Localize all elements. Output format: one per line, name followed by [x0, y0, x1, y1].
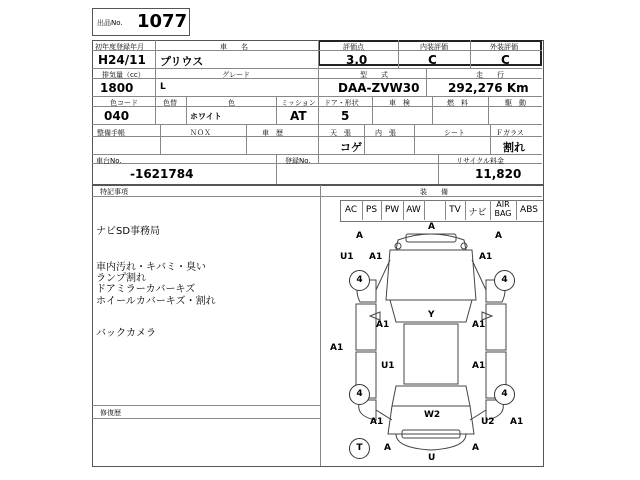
equipment-ps: PS: [365, 205, 378, 215]
tire-rear-right: 4: [494, 384, 515, 405]
car-name-label: 車 名: [220, 43, 248, 51]
damage-left-side: A1: [330, 343, 344, 353]
tire-front-left: 4: [349, 270, 370, 291]
mission-value: AT: [290, 109, 307, 123]
remark-line: ドアミラーカバーキズ: [96, 284, 196, 295]
maintenance-label: 整備手帳: [97, 129, 125, 137]
damage-rear-bumper: U: [428, 453, 436, 463]
equipment-abs: ABS: [520, 205, 538, 215]
history-label: 車 歴: [262, 129, 283, 137]
nox-label: ＮＯＸ: [190, 129, 211, 137]
damage-left-door-front: A1: [376, 320, 390, 330]
trunk-circle: T: [349, 438, 370, 459]
damage-front-right-a1: A1: [479, 252, 493, 262]
remark-line: バックカメラ: [96, 328, 156, 339]
color-code-value: 040: [104, 109, 130, 123]
damage-front-left: A: [356, 231, 363, 241]
equipment-label: 装 備: [420, 188, 448, 196]
remark-line: ナビSD事務局: [96, 226, 161, 237]
drive-label: 駆 動: [505, 99, 526, 107]
lot-number: 1077: [137, 11, 188, 32]
recycle-label: リサイクル料金: [456, 157, 505, 165]
door-value: 5: [341, 109, 350, 123]
fuel-label: 燃 料: [447, 99, 468, 107]
equipment-tv: TV: [449, 205, 461, 215]
score-value: 3.0: [346, 53, 368, 67]
door-label: ドア・形状: [324, 99, 359, 107]
inspection-label: 車 検: [389, 99, 410, 107]
mileage-label: 走 行: [476, 71, 504, 79]
model-value: DAA-ZVW30: [338, 81, 420, 95]
inner-trim-label: 内 張: [375, 129, 396, 137]
repair-history-label: 修復歴: [100, 409, 121, 417]
seat-label: シート: [444, 129, 465, 137]
color-label: 色: [228, 99, 235, 107]
damage-left-door-rear: U1: [381, 361, 395, 371]
color-value: ホワイト: [190, 112, 222, 121]
reg-date-value: H24/11: [98, 53, 146, 67]
car-name-value: プリウス: [160, 55, 204, 68]
damage-front: A: [428, 222, 435, 232]
damage-rear-glass: W2: [424, 410, 441, 420]
color-change-label: 色替: [163, 99, 177, 107]
equipment-airbag: AIR BAG: [494, 200, 512, 218]
damage-right-door-front: A1: [472, 320, 486, 330]
grade-label: グレード: [222, 71, 250, 79]
exterior-label: 外装評価: [490, 43, 518, 51]
lot-label: 出品No.: [97, 19, 123, 27]
color-code-label: 色コード: [110, 99, 138, 107]
equipment-aw: AW: [406, 205, 421, 215]
grade-value: L: [160, 82, 166, 92]
remark-line: ランプ割れ: [96, 273, 146, 284]
remark-line: 車内汚れ・キバミ・臭い: [96, 262, 206, 273]
damage-rear-a-right: A: [472, 443, 479, 453]
damage-rear-right-u2: U2: [481, 417, 495, 427]
chassis-value: -1621784: [130, 167, 194, 181]
ceiling-value: コゲ: [340, 141, 362, 154]
damage-rear-a-left: A: [384, 443, 391, 453]
displacement-label: 排気量（cc）: [102, 71, 145, 79]
interior-label: 内装評価: [420, 43, 448, 51]
equipment-pw: PW: [384, 205, 400, 215]
interior-value: C: [428, 53, 437, 67]
displacement-value: 1800: [100, 81, 134, 95]
recycle-value: 11,820: [475, 167, 522, 181]
remarks-label: 特記事項: [100, 188, 128, 196]
damage-front-right: A: [495, 231, 502, 241]
model-label: 型 式: [360, 71, 388, 79]
chassis-label: 車台No.: [96, 157, 122, 165]
exterior-value: C: [501, 53, 510, 67]
mission-label: ミッション: [281, 99, 316, 107]
damage-front-left-u1: U1: [340, 252, 354, 262]
equipment-ac: AC: [344, 205, 358, 215]
lot-box: [92, 8, 190, 36]
tire-rear-left: 4: [349, 384, 370, 405]
reg-date-label: 初年度登録年月: [95, 43, 144, 51]
damage-right-door-rear: A1: [472, 361, 486, 371]
mileage-value: 292,276 Km: [448, 81, 529, 95]
equipment-navi: ナビ: [468, 208, 487, 218]
damage-front-left-a1: A1: [369, 252, 383, 262]
ceiling-label: 天 張: [330, 129, 351, 137]
glass-label: Ｆガラス: [496, 129, 524, 137]
damage-rear-left: A1: [370, 417, 384, 427]
damage-rear-right: A1: [510, 417, 524, 427]
damage-roof: Y: [428, 310, 435, 320]
glass-value: 割れ: [503, 141, 525, 154]
tire-front-right: 4: [494, 270, 515, 291]
registration-label: 登録No.: [285, 157, 311, 165]
remark-line: ホイールカバーキズ・割れ: [96, 296, 216, 307]
score-label: 評価点: [343, 43, 364, 51]
